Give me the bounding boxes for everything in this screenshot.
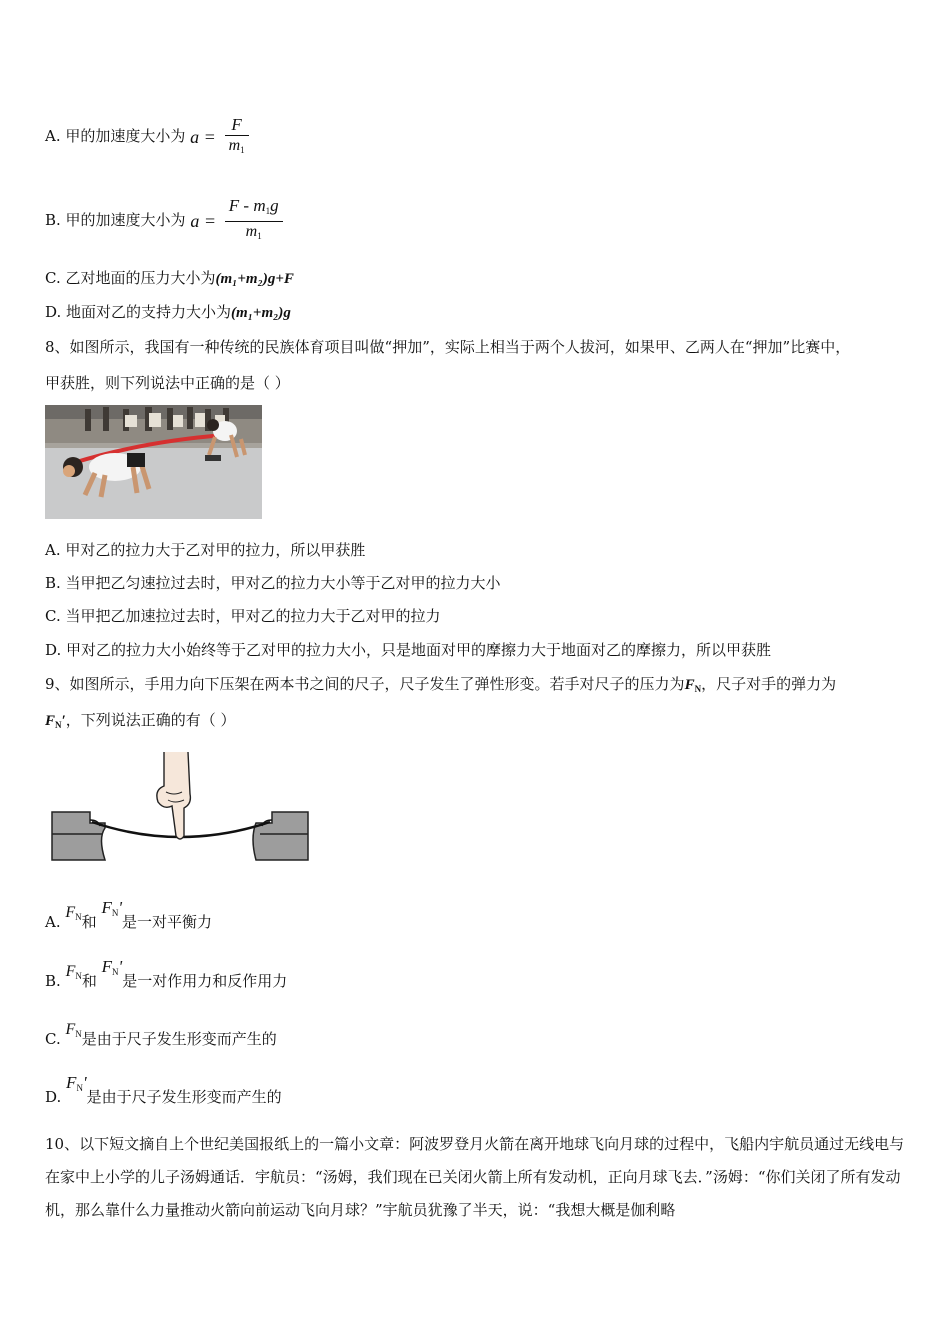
q7-option-a-numerator: F xyxy=(225,115,249,136)
q8-stem-line-1: 8、如图所示，我国有一种传统的民族体育项目叫做“押加”，实际上相当于两个人拔河，如果甲、乙两人在“押加”比赛中， xyxy=(45,338,851,356)
q9-stem-fn-prime: $F_N'$ xyxy=(45,713,66,730)
q7-option-b-denominator: $m_1$ xyxy=(245,223,262,241)
q9-option-b-fn-prime: $F_N'$ xyxy=(101,957,123,977)
q9-stem-fn: $F_N$ xyxy=(684,677,702,694)
q7-option-a-fraction xyxy=(225,115,249,160)
q7-option-b-label: B. 甲的加速度大小为 xyxy=(45,211,186,229)
q9-option-a-fn-prime: $F_N'$ xyxy=(101,898,122,918)
q7-option-c-label: C. 乙对地面的压力大小为 xyxy=(45,269,216,287)
q8-option-c: C. 当甲把乙加速拉过去时，甲对乙的拉力大于乙对甲的拉力 xyxy=(45,607,441,625)
q9-option-c: C. $F_N$是由于尺子发生形变而产生的 xyxy=(45,1021,277,1048)
q7-option-a-denominator: $m_1$ xyxy=(228,136,245,155)
q9-option-b: B. $F_N$和 $F_N'$是一对作用力和反作用力 xyxy=(45,957,288,990)
q7-option-d-expression: (m₁+m₂)g xyxy=(231,305,291,321)
q9-option-a: A. $F_N$和 $F_N'$是一对平衡力 xyxy=(45,898,213,931)
q7-option-a-lhs: a = xyxy=(190,127,216,147)
q8-option-d: D. 甲对乙的拉力大小始终等于乙对甲的拉力大小，只是地面对甲的摩擦力大于地面对乙的摩擦力，所以甲获胜 xyxy=(45,641,772,659)
q8-stem-line-2: 甲获胜，则下列说法中正确的是（ ） xyxy=(45,374,290,392)
q10-passage: 10、以下短文摘自上个世纪美国报纸上的一篇小文章：阿波罗登月火箭在离开地球飞向月球的过程中，飞船内宇航员通过无线电与在家中上小学的儿子汤姆通话．宇航员：“汤姆，我们现在已关闭火箭上所有发动机，正向月球飞去．”汤姆：“你们关闭了所有发动机，那么靠什么力量推动火箭向前运动飞向月球？”宇航员犹豫了半天，说：“我想大概是伽利略 xyxy=(45,1135,905,1219)
q7-option-d-label: D. 地面对乙的支持力大小为 xyxy=(45,303,232,321)
q9-stem-line-1: 9、如图所示，手用力向下压架在两本书之间的尺子，尺子发生了弹性形变。若手对尺子的压力为$F_N$，尺子对手的弹力为 xyxy=(45,675,837,694)
q9-option-b-fn: $F_N$ xyxy=(65,963,82,981)
q7-option-c-expression: (m₁+m₂)g+F xyxy=(215,271,294,287)
q8-option-a: A. 甲对乙的拉力大于乙对甲的拉力，所以甲获胜 xyxy=(45,541,366,559)
q7-option-c xyxy=(45,268,294,289)
q8-tug-of-war-photo xyxy=(45,405,262,519)
q7-option-a-label: A. 甲的加速度大小为 xyxy=(45,127,186,145)
q8-option-b: B. 当甲把乙匀速拉过去时，甲对乙的拉力大小等于乙对甲的拉力大小 xyxy=(45,574,501,592)
q9-option-c-fn: $F_N$ xyxy=(65,1021,82,1039)
q7-option-d xyxy=(45,302,291,323)
q7-option-a xyxy=(45,114,249,158)
q9-option-d-fn-prime: $F_N'$ xyxy=(66,1073,87,1093)
q9-stem-line-2: $F_N'$，下列说法正确的有（ ） xyxy=(45,711,236,730)
q7-option-b xyxy=(45,196,283,240)
q9-ruler-diagram xyxy=(50,750,310,865)
q7-option-b-fraction xyxy=(225,196,283,246)
q7-option-b-numerator: F - $m_1g$ xyxy=(225,196,283,222)
q9-option-d: D. $F_N'$是由于尺子发生形变而产生的 xyxy=(45,1073,282,1106)
q7-option-b-lhs: a = xyxy=(190,211,216,231)
q9-option-a-fn: $F_N$ xyxy=(65,904,82,922)
